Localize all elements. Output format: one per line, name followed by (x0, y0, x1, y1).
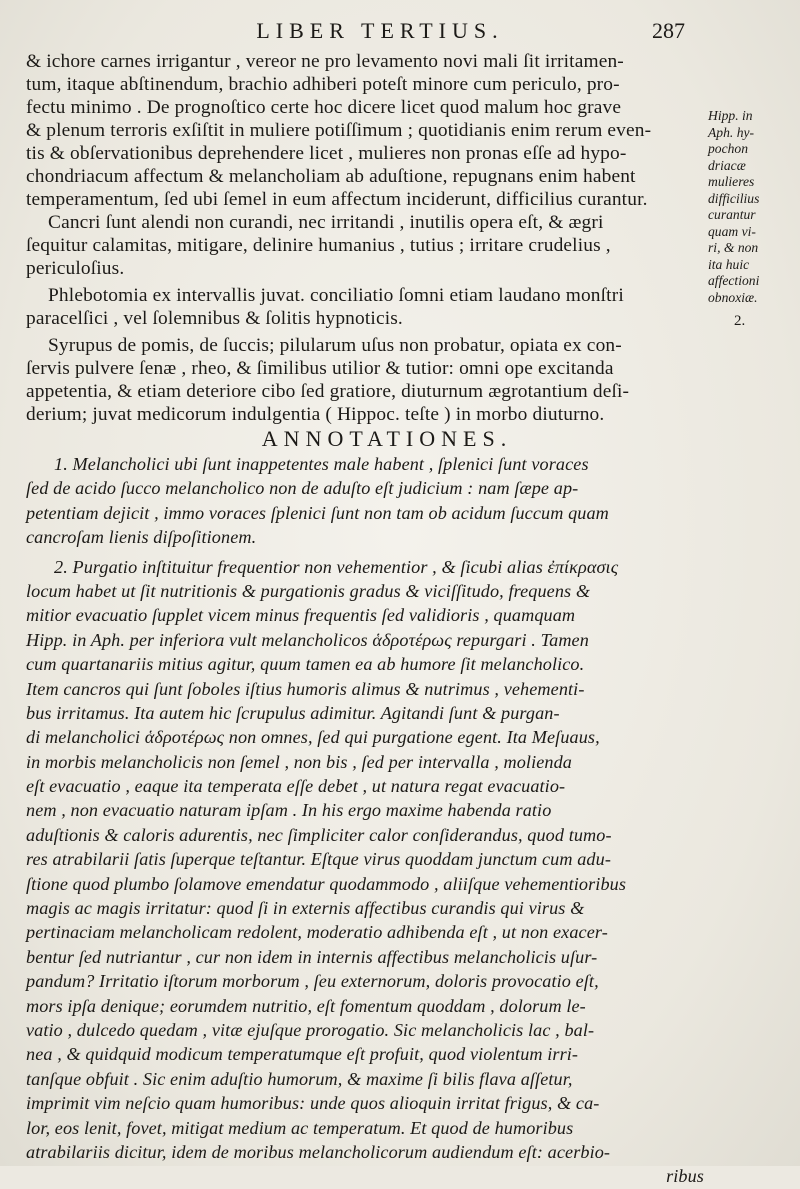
annotation-line: Hipp. in Aph. per inferiora vult melancholicos ἁδροτέρως repurgari . Tamen (26, 629, 589, 650)
margin-note-line: affectioni (708, 273, 760, 288)
paragraph-1 (26, 50, 708, 211)
annotation-line: mors ipſa denique; eorumdem nutritio, eſt fomentum quoddam , dolorum le- (26, 995, 586, 1016)
text-line: paracelſici , vel ſolemnibus & ſolitis hypnoticis. (26, 308, 403, 329)
annotations-heading: ANNOTATIONES. (261, 426, 513, 451)
main-text (26, 50, 708, 1189)
annotation-line: eſt evacuatio , eaque ita temperata eſſe debet , ut natura regat evacuatio- (26, 776, 566, 797)
text-line: & plenum terroris exſiſtit in muliere potiſſimum ; quotidianis enim rerum even- (26, 120, 652, 141)
margin-note-line: ri, & non (708, 240, 759, 255)
text-line: ſervis pulvere ſenæ , rheo, & ſimilibus utilior & tutior: omni ope excitanda (26, 358, 614, 379)
annotation-line: res atrabilarii ſatis ſuperque teſtantur. Eſtque virus quoddam junctum cum adu- (26, 849, 611, 870)
margin-note-line: ita huic (708, 256, 750, 272)
annotation-line: in morbis melancholicis non ſemel , non bis , ſed per intervalla , molienda (26, 751, 572, 772)
text-line: Phlebotomia ex intervallis juvat. conciliatio ſomni etiam laudano monſtri (48, 285, 624, 306)
paragraph-3 (26, 284, 708, 330)
margin-note-line: pochon (708, 141, 749, 156)
paragraph-4 (26, 334, 708, 426)
annotation-line: aduſtionis & caloris adurentis, nec ſimpliciter calor conſiderandus, quod tumo- (26, 824, 612, 845)
text-line: fectu minimo . De prognoſtico certe hoc dicere licet quod malum hoc grave (26, 97, 622, 118)
text-line: tum, itaque abſtinendum, brachio adhiberi poteſt minore cum periculo, pro- (26, 74, 620, 95)
margin-note-number: 2. (734, 313, 746, 329)
text-line: derium; juvat medicorum indulgentia ( Hippoc. teſte ) in morbo diuturno. (26, 404, 605, 425)
annotation-line: nem , non evacuatio naturam ipſam . In his ergo maxime habenda ratio (26, 800, 552, 821)
annotation-line: locum habet ut ſit nutritionis & purgationis gradus & viciſſitudo, frequens & (26, 580, 591, 601)
page-number: 287 (652, 18, 685, 43)
text-line: ſequitur calamitas, mitigare, delinire humanius , tutius ; irritare crudelius , (26, 235, 611, 256)
annotation-line: bus irritamus. Ita autem hic ſcrupulus adimitur. Agitandi ſunt & purgan- (26, 702, 560, 723)
annotation-line: nea , & quidquid modicum temperatumque eſt profuit, quod violentum irri- (26, 1044, 579, 1065)
annotation-line: cancroſam lienis diſpoſitionem. (26, 527, 257, 548)
margin-note-line: quam vi- (708, 223, 756, 239)
annotation-line: 2. Purgatio inſtituitur frequentior non vehementior , & ſicubi alias ἐπίκρασις (54, 556, 619, 577)
text-line: chondriacum affectum & melancholiam ab aduſtione, repugnans enim habent (26, 166, 636, 187)
margin-note-line: driacæ (708, 157, 746, 173)
annotation-line: cum quartanariis mitius agitur, quum tamen ea ab humore ſit melancholico. (26, 654, 585, 675)
running-title: LIBER TERTIUS. (256, 18, 504, 43)
catchword: ribus (666, 1166, 704, 1187)
margin-note (708, 108, 796, 330)
annotation-line: lor, eos lenit, fovet, mitigat medium ac temperatum. Et quod de humoribus (26, 1117, 574, 1138)
annotation-1 (26, 452, 708, 550)
annotation-line: magis ac magis irritatur: quod ſi in externis affectibus curandis qui virus & (26, 898, 585, 919)
annotation-line: pertinaciam melancholicam redolent, moderatio adhibenda eſt , ut non exacer- (26, 922, 608, 943)
text-line: tis & obſervationibus deprehendere licet , mulieres non pronas eſſe ad hypo- (26, 143, 627, 164)
text-line: Syrupus de pomis, de ſuccis; pilularum uſus non probatur, opiata ex con- (48, 335, 622, 356)
paragraph-2 (26, 211, 708, 280)
annotation-line: petentiam dejicit , immo voraces ſplenici ſunt non tam ob acidum ſuccum quam (26, 502, 609, 523)
margin-note-line: mulieres (708, 174, 755, 189)
margin-note-line: curantur (708, 207, 756, 222)
annotation-2 (26, 555, 708, 1189)
margin-note-line: obnoxiæ. (708, 289, 758, 305)
annotation-line: bentur ſed nutriantur , cur non idem in internis affectibus melancholicis uſur- (26, 946, 598, 967)
margin-note-line: Hipp. in (708, 108, 753, 123)
margin-note-line: difficilius (708, 190, 760, 206)
annotation-line: tanſque obfuit . Sic enim aduſtio humorum, & maxime ſi bilis flava aſſetur, (26, 1068, 573, 1089)
annotation-line: 1. Melancholici ubi ſunt inappetentes male habent , ſplenici ſunt voraces (54, 454, 589, 474)
text-line: & ichore carnes irrigantur , vereor ne pro levamento novi mali ſit irritamen- (26, 51, 624, 72)
text-line: temperamentum, ſed ubi ſemel in eum affectum inciderunt, difficilius curantur. (26, 189, 648, 210)
text-line: appetentia, & etiam deteriore cibo ſed gratiore, diuturnum ægrotantium deſi- (26, 381, 630, 402)
margin-note-line: Aph. hy- (708, 124, 755, 140)
annotation-line: ſed de acido ſucco melancholico non de aduſto eſt judicium : nam ſæpe ap- (26, 478, 579, 499)
annotation-line: atrabilariis dicitur, idem de moribus melancholicorum audiendum eſt: acerbio- (26, 1141, 611, 1162)
annotation-line: di melancholici ἁδροτέρως non omnes, ſed qui purgatione egent. Ita Meſuaus, (26, 727, 600, 748)
annotation-line: Item cancros qui ſunt ſoboles iſtius humoris alimus & nutrimus , vehementi- (26, 678, 585, 699)
text-line: Cancri ſunt alendi non curandi, nec irritandi , inutilis opera eſt, & ægri (48, 212, 604, 233)
annotation-line: mitior evacuatio ſupplet vicem minus frequentis ſed validioris , quamquam (26, 605, 576, 626)
annotation-line: imprimit vim neſcio quam humoribus: unde quos alioquin irritat frigus, & ca- (26, 1093, 600, 1114)
annotation-line: vatio , dulcedo quedam , vitæ ejuſque prorogatio. Sic melancholicis lac , bal- (26, 1019, 595, 1040)
annotation-line: pandum? Irritatio iſtorum morborum , ſeu externorum, doloris provocatio eſt, (26, 971, 599, 992)
text-line: periculoſius. (26, 258, 125, 279)
annotation-line: ſtione quod plumbo ſolamove emendatur quodammodo , aliiſque vehementioribus (26, 873, 627, 894)
